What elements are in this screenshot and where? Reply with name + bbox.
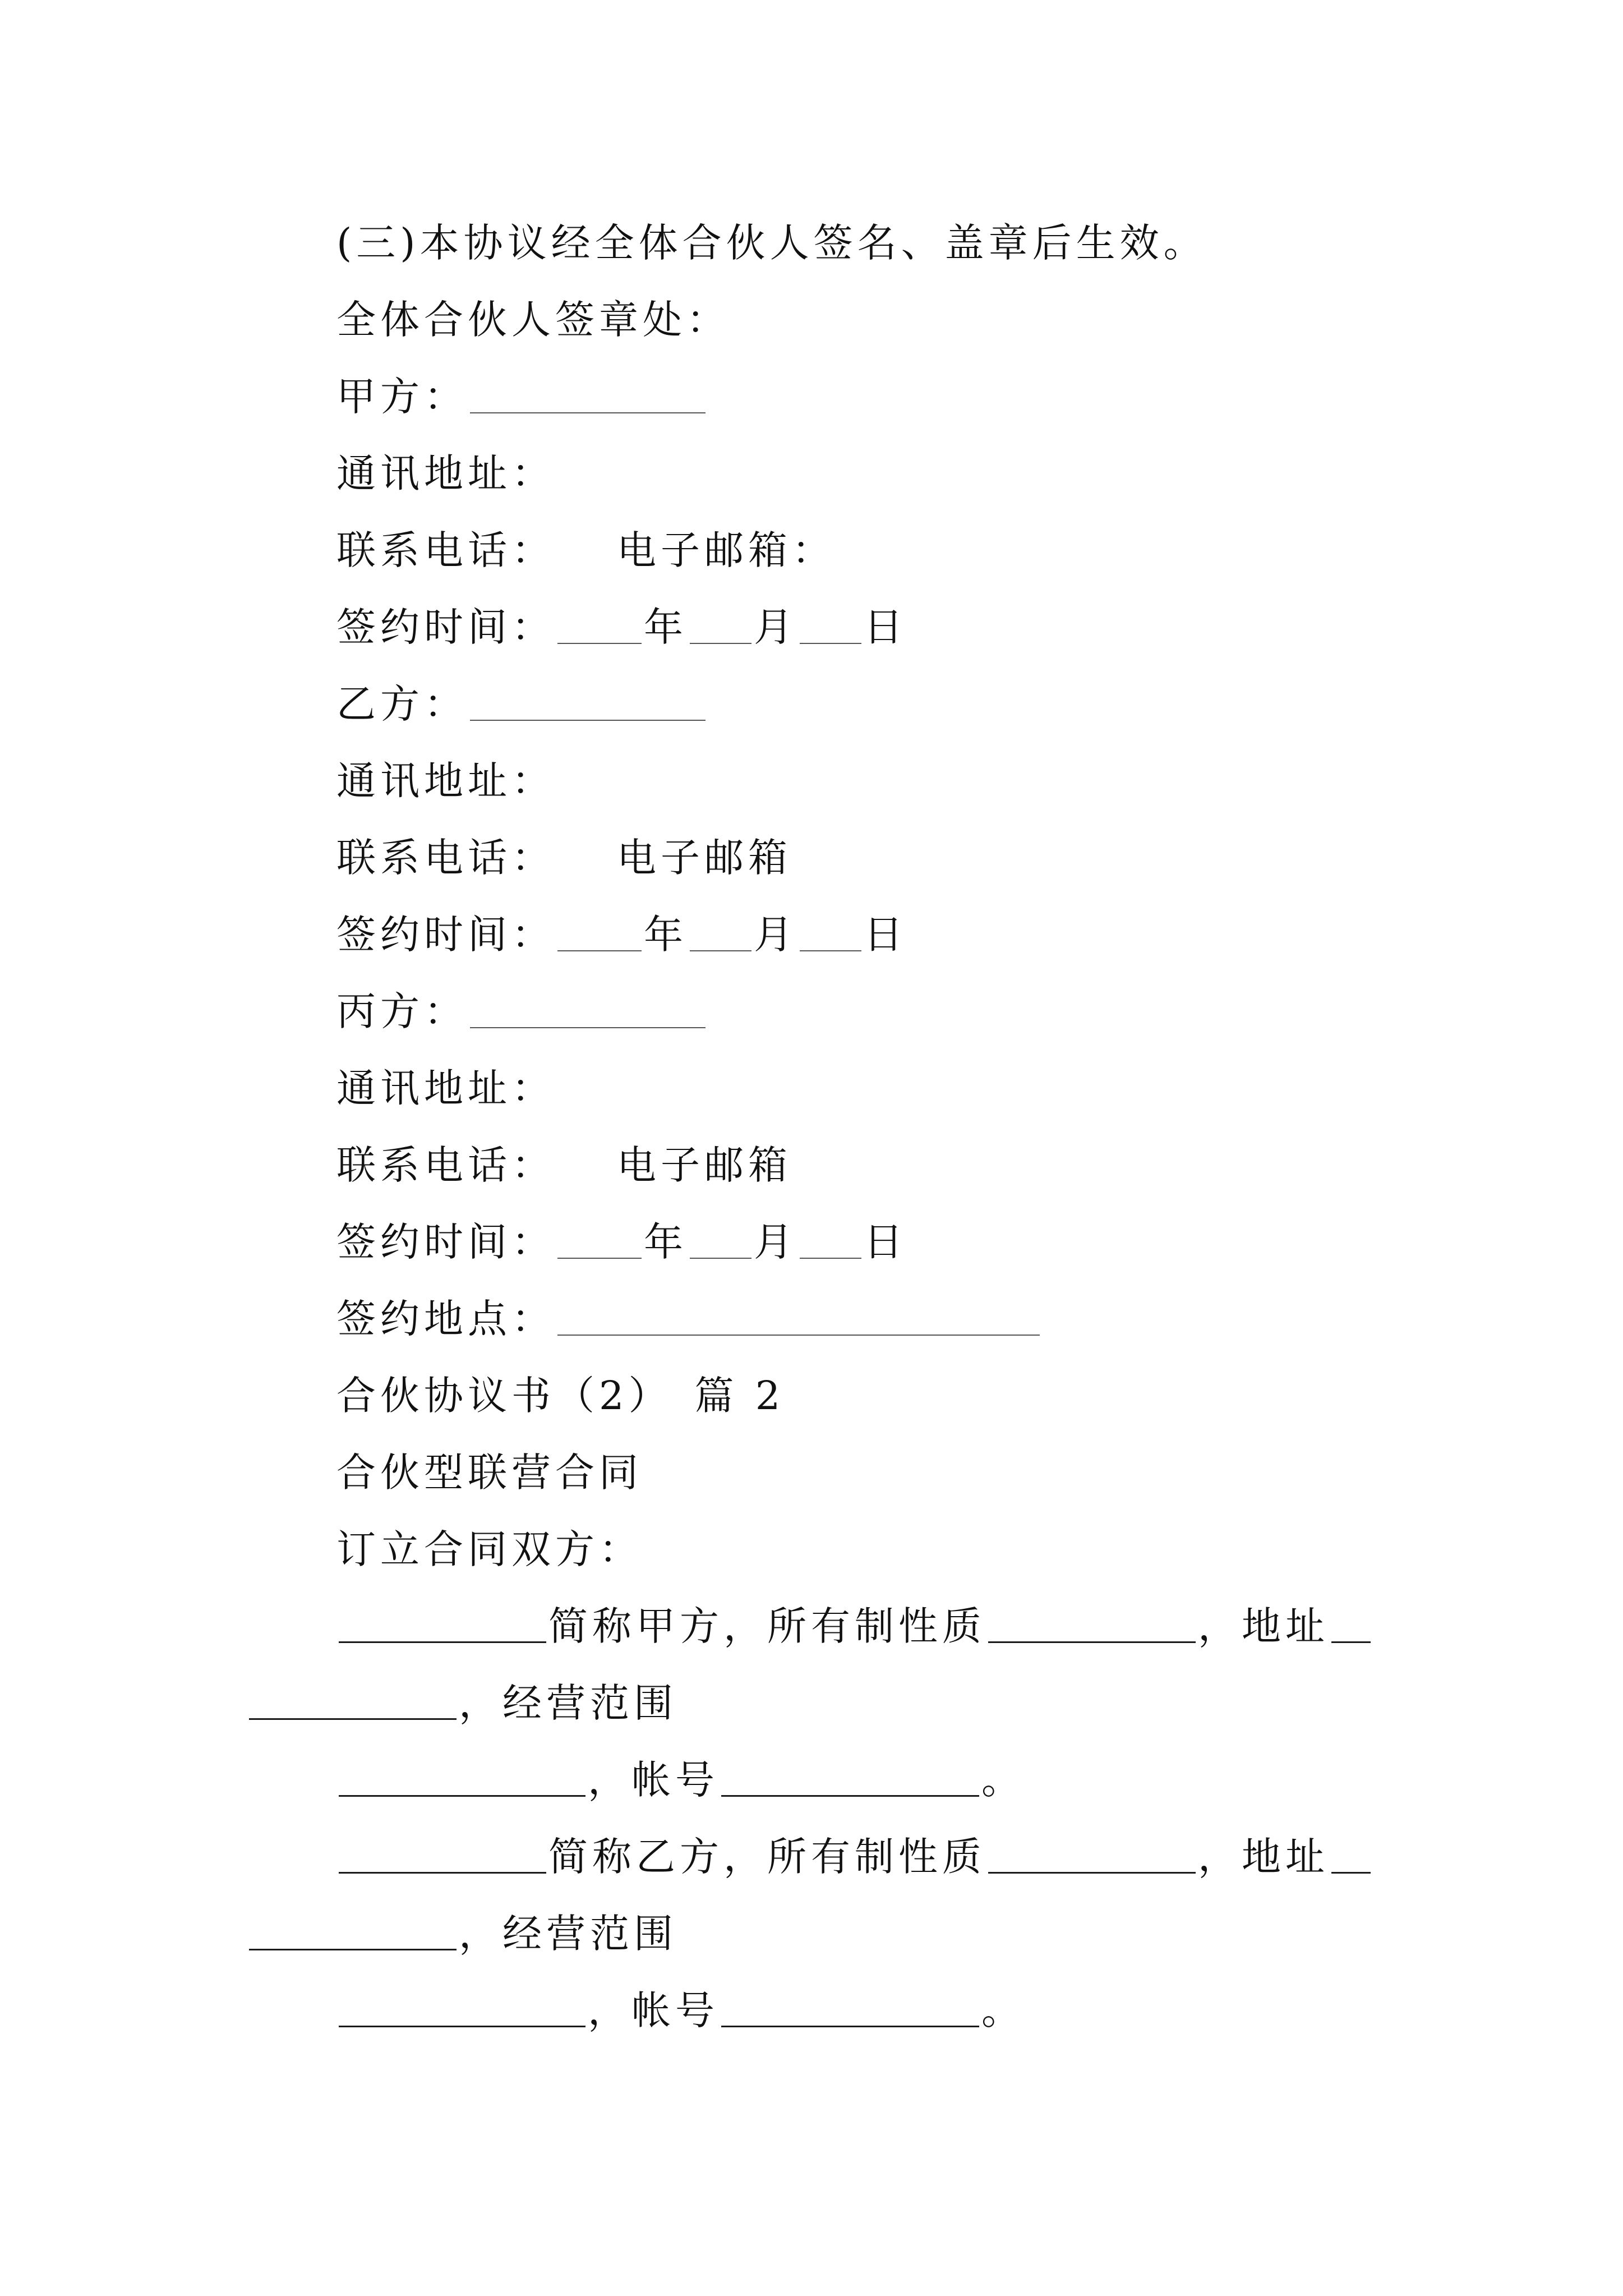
party-c-sign-time: 签约时间： 年 月 日 [336, 1219, 907, 1265]
party-b-address: 通讯地址： [336, 758, 555, 804]
month-blank [690, 911, 751, 951]
party-a-ownership-blank [988, 1602, 1196, 1643]
party-c-contact: 联系电话： 电子邮箱 [336, 1142, 792, 1188]
party-b-scope-blank [339, 1986, 585, 2027]
party-a-address-blank-cont [249, 1679, 457, 1720]
party-b-sign-time: 签约时间： 年 月 日 [336, 912, 907, 958]
year-blank [557, 1218, 642, 1259]
article-2-title: 合伙协议书（2） 篇 2 [336, 1373, 785, 1419]
party-b-contact: 联系电话： 电子邮箱 [336, 835, 792, 881]
party-b-account-blank [721, 1986, 979, 2027]
party-b-ownership-blank [988, 1833, 1196, 1874]
party-a-blank [470, 373, 706, 413]
party-b-account: ，帐号 。 [336, 1980, 1025, 2041]
party-c-line: 丙方： [336, 981, 708, 1042]
party-a-scope-blank [339, 1756, 585, 1797]
party-b-blank [470, 680, 706, 721]
month-blank [690, 1218, 751, 1259]
party-b-scope: ，经营范围 [247, 1903, 677, 1964]
sign-place: 签约地点： [336, 1288, 1042, 1350]
party-a-sign-time: 签约时间： 年 月 日 [336, 604, 907, 650]
party-a-name-blank [339, 1602, 546, 1643]
party-a-account-blank [721, 1756, 979, 1797]
party-a-scope: ，经营范围 [247, 1672, 677, 1734]
party-c-address: 通讯地址： [336, 1065, 555, 1111]
clause-3: (三)本协议经全体合伙人签名、盖章后生效。 [336, 220, 1207, 266]
contract-title: 合伙型联营合同 [336, 1450, 643, 1496]
party-b-address-blank-cont [249, 1910, 457, 1950]
party-a-details: 简称甲方，所有制性质 ，地址 [336, 1595, 1373, 1657]
party-b-details: 简称乙方，所有制性质 ，地址 [336, 1826, 1373, 1888]
month-blank [690, 604, 751, 644]
party-b-line: 乙方： [336, 673, 708, 735]
party-b-address-blank [1331, 1833, 1371, 1874]
party-a-address: 通讯地址： [336, 450, 555, 496]
party-a-contact: 联系电话： 电子邮箱： [336, 527, 836, 573]
day-blank [800, 1218, 861, 1259]
day-blank [800, 604, 861, 644]
party-a-line: 甲方： [336, 366, 708, 427]
signature-heading: 全体合伙人签章处： [336, 297, 730, 343]
day-blank [800, 911, 861, 951]
year-blank [557, 604, 642, 644]
party-b-name-blank [339, 1833, 546, 1874]
sign-place-blank [557, 1295, 1040, 1336]
party-c-blank [470, 988, 706, 1028]
party-a-account: ，帐号 。 [336, 1749, 1025, 1811]
parties-heading: 订立合同双方： [336, 1526, 643, 1572]
year-blank [557, 911, 642, 951]
party-a-address-blank [1331, 1602, 1371, 1643]
